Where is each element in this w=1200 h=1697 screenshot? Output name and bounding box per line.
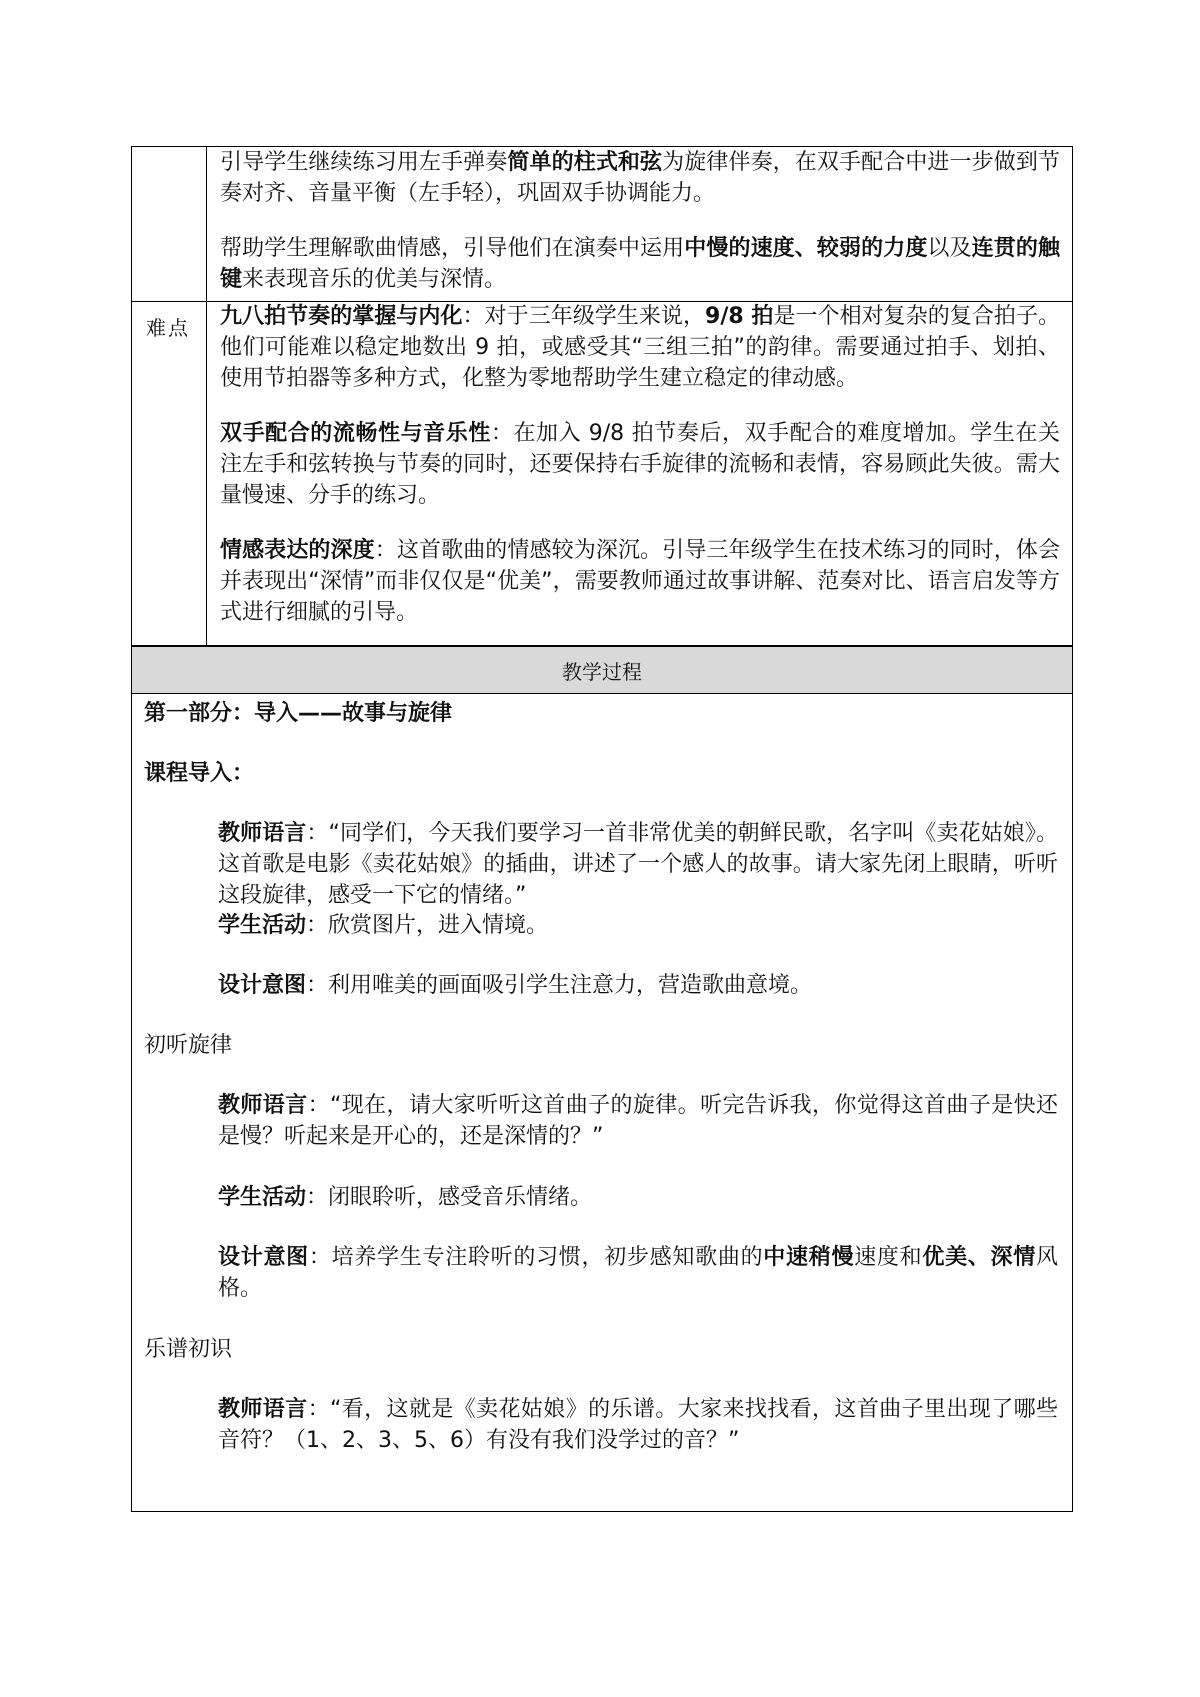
difficulty-paragraph-2 <box>220 418 1060 511</box>
text: 帮助学生理解歌曲情感，引导他们在演奏中运用 <box>220 236 685 261</box>
bold-text: 中速稍慢 <box>763 1245 855 1270</box>
intro-teacher-speech <box>218 818 1058 911</box>
difficulty-paragraph-1 <box>220 301 1060 394</box>
listen-teacher-speech <box>218 1090 1058 1152</box>
text: 以及 <box>927 236 972 261</box>
text: ：这首歌曲的情感较为深沉。引导三年级学生在技术练习的同时，体会并表现出“深情”而非仅仅是“优美”，需要教师通过故事讲解、范奏对比、语言启发等方式进行细腻的引导。 <box>220 538 1060 625</box>
text: ：“同学们，今天我们要学习一首非常优美的朝鲜民歌，名字叫《卖花姑娘》。这首歌是电影《卖花姑娘》的插曲，讲述了一个感人的故事。请大家先闭上眼睛，听听这段旋律，感受一下它的情绪。” <box>218 821 1058 908</box>
bold-text: 学生活动 <box>218 1185 307 1210</box>
part1-title: 第一部分：导入——故事与旋律 <box>144 701 453 726</box>
intro-student-activity <box>218 910 1058 941</box>
bold-text: 教师语言 <box>218 1093 308 1118</box>
goal-paragraph-1 <box>220 147 1060 209</box>
text: ：闭眼聆听，感受音乐情绪。 <box>306 1185 593 1210</box>
difficulty-label: 难点 <box>146 316 190 340</box>
bold-text: 9/8 拍 <box>705 304 774 329</box>
listen-student-activity <box>218 1182 1058 1213</box>
listen-title: 初听旋律 <box>144 1033 233 1058</box>
text: ：培养学生专注聆听的习惯，初步感知歌曲的 <box>308 1245 764 1270</box>
listen-design-intent <box>218 1242 1058 1304</box>
teaching-process-header: 教学过程 <box>131 646 1073 694</box>
objectives-table <box>131 146 1073 646</box>
difficulty-cell <box>220 301 1060 628</box>
text: 为旋律伴奏，在双手配合中进一步做到节奏对齐、音量平衡（左手轻），巩固双手协调能力。 <box>220 150 1060 206</box>
bold-text: 简单的柱式和弦 <box>507 150 663 175</box>
bold-text: 双手配合的流畅性与音乐性 <box>220 421 491 446</box>
score-title: 乐谱初识 <box>144 1337 233 1362</box>
text: ：欣赏图片，进入情境。 <box>306 913 549 938</box>
bold-text: 学生活动 <box>218 913 307 938</box>
column-divider <box>206 147 207 645</box>
bold-text: 中慢的速度、较弱的力度 <box>684 236 928 261</box>
text: 是一个相对复杂的复合拍子。他们可能难以稳定地数出 9 拍，或感受其“三组三拍”的韵律。需要通过拍手、划拍、使用节拍器等多种方式，化整为零地帮助学生建立稳定的律动感。 <box>220 304 1060 391</box>
bold-text: 优美、深情 <box>922 1245 1036 1270</box>
intro-design-intent <box>218 970 1058 1001</box>
text: ：利用唯美的画面吸引学生注意力，营造歌曲意境。 <box>306 973 813 998</box>
goal-paragraph-2 <box>220 233 1060 295</box>
text: 速度和 <box>854 1245 923 1270</box>
bold-text: 教师语言 <box>218 821 307 846</box>
text: ：对于三年级学生来说， <box>462 304 706 329</box>
text: 引导学生继续练习用左手弹奏 <box>220 150 508 175</box>
text: 来表现音乐的优美与深情。 <box>242 267 507 292</box>
text: 风格。 <box>218 1245 1058 1301</box>
bold-text: 设计意图 <box>218 973 307 998</box>
difficulty-paragraph-3 <box>220 535 1060 628</box>
bold-text: 教师语言 <box>218 1397 308 1422</box>
bold-text: 连贯的触键 <box>220 236 1060 292</box>
teaching-process-body <box>131 694 1073 1512</box>
text: ：“看，这就是《卖花姑娘》的乐谱。大家来找找看，这首曲子里出现了哪些音符？（1、2、3、5、6）有没有我们没学过的音？” <box>218 1397 1058 1453</box>
text: ：“现在，请大家听听这首曲子的旋律。听完告诉我，你觉得这首曲子是快还是慢？听起来是开心的，还是深情的？” <box>218 1093 1058 1149</box>
score-teacher-speech <box>218 1394 1058 1456</box>
goals-cell <box>220 147 1060 295</box>
text: ：在加入 9/8 拍节奏后，双手配合的难度增加。学生在关注左手和弦转换与节奏的同时，还要保持右手旋律的流畅和表情，容易顾此失彼。需大量慢速、分手的练习。 <box>220 421 1060 508</box>
bold-text: 情感表达的深度 <box>220 538 375 563</box>
bold-text: 设计意图 <box>218 1245 309 1270</box>
intro-title: 课程导入： <box>144 761 255 786</box>
bold-text: 九八拍节奏的掌握与内化 <box>220 304 463 329</box>
